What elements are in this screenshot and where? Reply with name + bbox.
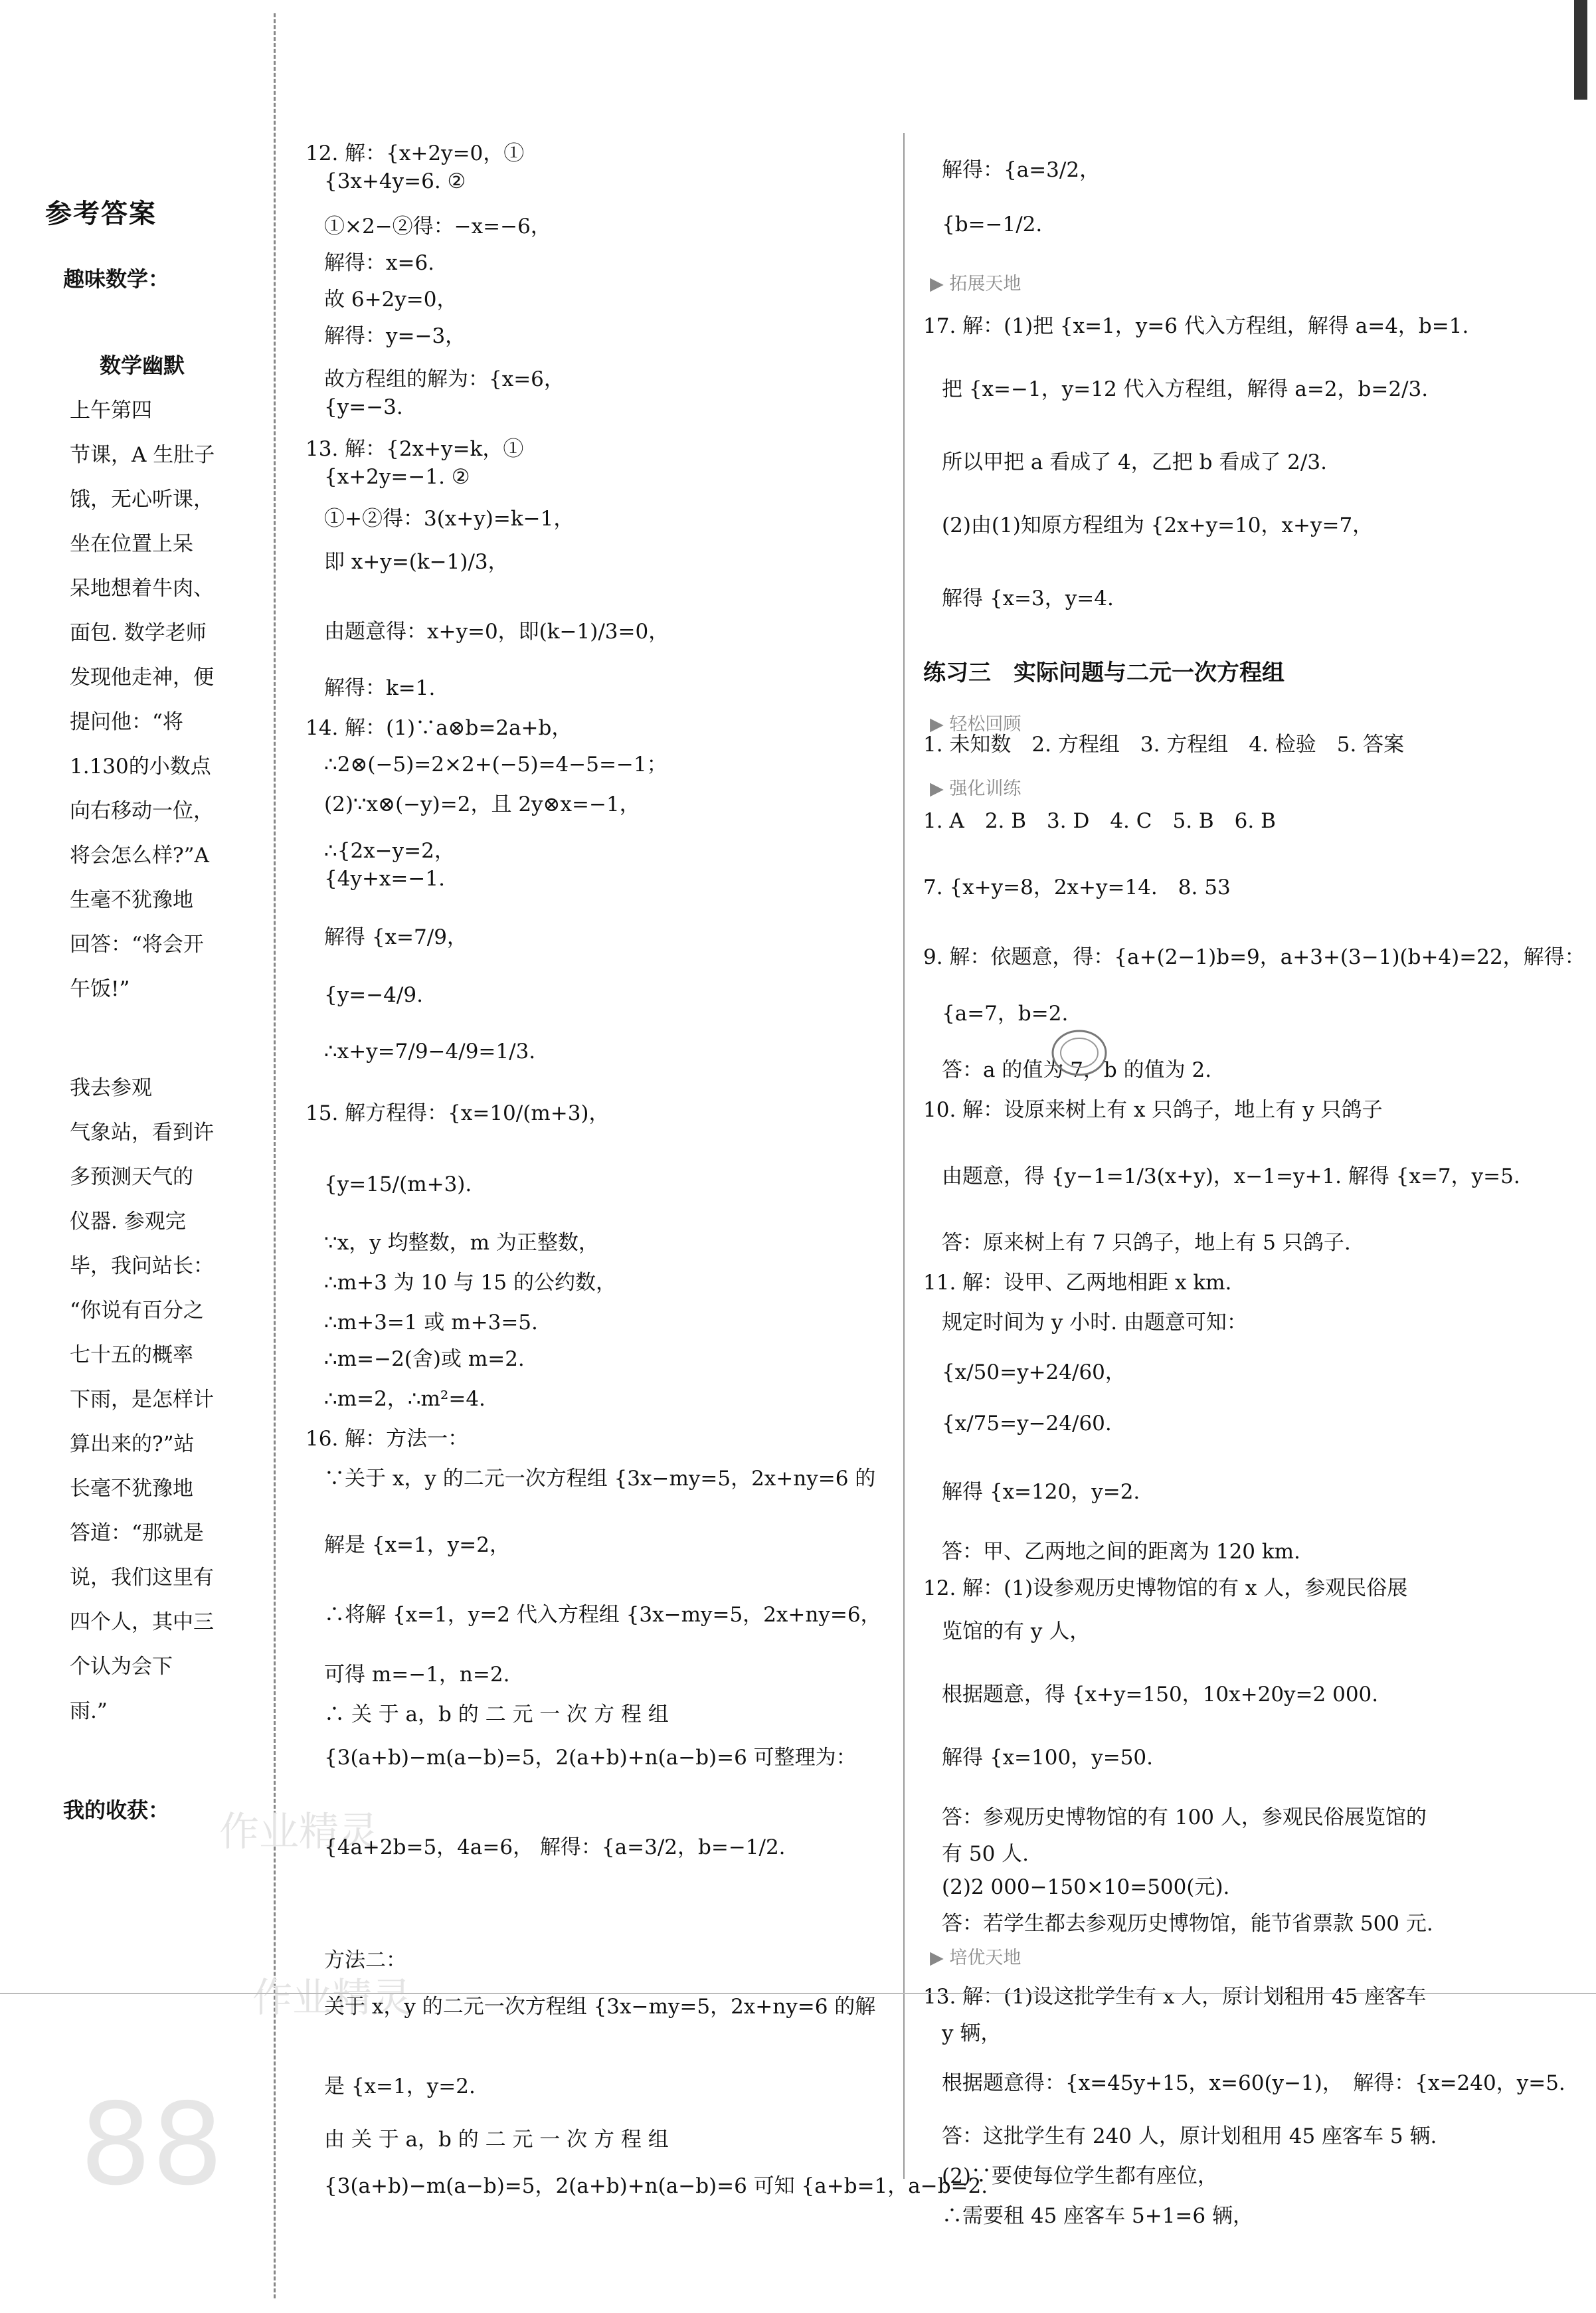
answer-line: {y=−4/9.	[324, 983, 423, 1007]
answer-line: {a=7，b=2.	[942, 1002, 1069, 1026]
joke-line: 提问他：“将	[70, 710, 183, 734]
joke-line: 多预测天气的	[70, 1165, 193, 1189]
answer-line: ∴x+y=7/9−4/9=1/3.	[324, 1040, 536, 1064]
joke-text-2	[70, 1066, 242, 1734]
answer-line: 15. 解方程得：{x=10/(m+3)，	[306, 1101, 610, 1125]
joke-text-1	[70, 389, 242, 1012]
joke-line: 上午第四	[70, 399, 152, 422]
answer-line: ∴m+3 为 10 与 15 的公约数，	[324, 1271, 616, 1295]
cut-line	[274, 13, 276, 2298]
answer-line: 12. 解：{x+2y=0，①	[306, 141, 525, 165]
answer-line: 即 x+y=(k−1)/3，	[324, 550, 509, 574]
joke-line: 算出来的?”站	[70, 1432, 195, 1456]
my-gains-label: 我的收获：	[63, 1798, 170, 1823]
watermark: 作业精灵	[252, 1975, 412, 2021]
joke-line: 生毫不犹豫地	[70, 888, 193, 912]
joke-line: 回答：“将会开	[70, 933, 204, 957]
answer-line: 关于 x，y 的二元一次方程组 {3x−my=5，2x+ny=6 的解	[324, 1995, 876, 2019]
answer-line: 16. 解：方法一：	[306, 1427, 469, 1451]
answer-line: 解是 {x=1，y=2，	[324, 1533, 510, 1557]
column-divider	[903, 133, 905, 2179]
answer-line: {b=−1/2.	[942, 213, 1043, 236]
answer-line: {4a+2b=5，4a=6， 解得：{a=3/2，b=−1/2.	[324, 1835, 786, 1859]
answer-line: 9. 解：依题意，得：{a+(2−1)b=9，a+3+(3−1)(b+4)=22，解得：	[923, 945, 1585, 969]
answer-line: ①×2−②得：−x=−6，	[324, 215, 551, 238]
joke-line: 下雨，是怎样计	[70, 1388, 214, 1412]
bottom-rule	[0, 1993, 1596, 1994]
answer-line: 有 50 人.	[942, 1842, 1029, 1866]
answer-line: 览馆的有 y 人，	[942, 1619, 1091, 1643]
answer-line: 解得 {x=7/9，	[324, 925, 468, 949]
joke-title: 数学幽默	[100, 353, 185, 378]
answer-line: {3(a+b)−m(a−b)=5，2(a+b)+n(a−b)=6 可整理为：	[324, 1746, 857, 1770]
answer-line: 解得：k=1.	[324, 676, 436, 700]
answer-line: ∴m=−2(舍)或 m=2.	[324, 1347, 525, 1371]
answer-line: {y=−3.	[324, 395, 403, 419]
joke-line: 发现他走神，便	[70, 666, 214, 690]
answer-line: 解得 {x=3，y=4.	[942, 587, 1114, 610]
answer-line: {x+2y=−1. ②	[324, 465, 470, 489]
answer-line: 答：若学生都去参观历史博物馆，能节省票款 500 元.	[942, 1912, 1433, 1936]
answer-line: 答：甲、乙两地之间的距离为 120 km.	[942, 1540, 1300, 1564]
joke-line: 个认为会下	[70, 1655, 173, 1679]
answer-line: 答：参观历史博物馆的有 100 人，参观民俗展览馆的	[942, 1805, 1427, 1829]
answer-line: {x/50=y+24/60，	[942, 1360, 1126, 1384]
section-tag: ▶ 培优天地	[930, 1948, 1021, 1968]
page-edge-mark	[1574, 0, 1587, 100]
answer-line: 解得：y=−3，	[324, 324, 466, 348]
answer-line: 可得 m=−1，n=2.	[324, 1663, 510, 1687]
answer-line: 故 6+2y=0，	[324, 288, 458, 312]
answer-line: ∴m+3=1 或 m+3=5.	[324, 1311, 538, 1335]
answer-line: 10. 解：设原来树上有 x 只鸽子，地上有 y 只鸽子	[923, 1098, 1383, 1122]
answer-line: 11. 解：设甲、乙两地相距 x km.	[923, 1271, 1232, 1295]
answer-line: {y=15/(m+3).	[324, 1172, 472, 1196]
stamp-logo	[1049, 1026, 1109, 1079]
answer-line: 12. 解：(1)设参观历史博物馆的有 x 人，参观民俗展	[923, 1576, 1408, 1600]
answer-line: 答：原来树上有 7 只鸽子，地上有 5 只鸽子.	[942, 1231, 1351, 1255]
answer-line: 根据题意，得 {x+y=150，10x+20y=2 000.	[942, 1683, 1379, 1707]
joke-line: 将会怎么样?”A	[70, 844, 209, 868]
section-title: 练习三 实际问题与二元一次方程组	[923, 660, 1285, 686]
answer-line: 7. {x+y=8，2x+y=14. 8. 53	[923, 876, 1231, 899]
answer-line: ∴ 关 于 a，b 的 二 元 一 次 方 程 组	[324, 1703, 669, 1726]
answer-line: {x/75=y−24/60.	[942, 1412, 1112, 1435]
answer-line: (2)∵要使每位学生都有座位，	[942, 2164, 1218, 2188]
joke-line: 面包. 数学老师	[70, 621, 207, 645]
answer-line: {3(a+b)−m(a−b)=5，2(a+b)+n(a−b)=6 可知 {a+b=1，a−b=2.	[324, 2174, 988, 2198]
joke-line: 我去参观	[70, 1076, 152, 1100]
joke-line: 呆地想着牛肉、	[70, 577, 214, 601]
answer-line: 规定时间为 y 小时. 由题意可知：	[942, 1311, 1247, 1335]
joke-line: 四个人，其中三	[70, 1610, 214, 1634]
answers-heading: 参考答案	[45, 199, 157, 229]
answer-line: 解得 {x=100，y=50.	[942, 1746, 1153, 1770]
answer-line: {3x+4y=6. ②	[324, 169, 466, 193]
answer-line: 由 关 于 a，b 的 二 元 一 次 方 程 组	[324, 2128, 669, 2152]
answer-line: y 辆，	[942, 2021, 1002, 2045]
answer-line: ∵关于 x，y 的二元一次方程组 {3x−my=5，2x+ny=6 的	[324, 1467, 876, 1491]
answer-line: 13. 解：{2x+y=k，①	[306, 437, 524, 461]
answer-line: 17. 解：(1)把 {x=1，y=6 代入方程组，解得 a=4，b=1.	[923, 314, 1469, 338]
answer-line: 故方程组的解为：{x=6，	[324, 367, 565, 391]
answer-line: ①+②得：3(x+y)=k−1，	[324, 507, 575, 531]
answer-line: 所以甲把 a 看成了 4，乙把 b 看成了 2/3.	[942, 450, 1327, 474]
fun-math-heading: 趣味数学：	[63, 266, 170, 292]
section-tag: ▶ 拓展天地	[930, 274, 1021, 294]
answer-line: ∴将解 {x=1，y=2 代入方程组 {3x−my=5，2x+ny=6，	[324, 1603, 881, 1627]
answer-line: {4y+x=−1.	[324, 867, 445, 891]
joke-line: 节课，A 生肚子	[70, 443, 215, 467]
answer-line: 答：这批学生有 240 人，原计划租用 45 座客车 5 辆.	[942, 2124, 1437, 2148]
answer-line: (2)由(1)知原方程组为 {2x+y=10，x+y=7，	[942, 513, 1374, 537]
answer-line: ∴2⊗(−5)=2×2+(−5)=4−5=−1；	[324, 753, 667, 777]
answer-line: 根据题意得：{x=45y+15，x=60(y−1)， 解得：{x=240，y=5.	[942, 2071, 1565, 2095]
joke-line: 长毫不犹豫地	[70, 1477, 193, 1501]
answer-line: 把 {x=−1，y=12 代入方程组，解得 a=2，b=2/3.	[942, 377, 1429, 401]
answer-line: 答：a 的值为 7，b 的值为 2.	[942, 1058, 1212, 1082]
joke-line: 雨.”	[70, 1699, 108, 1723]
answer-line: 14. 解：(1)∵a⊗b=2a+b，	[306, 716, 573, 740]
joke-line: 向右移动一位，	[70, 799, 214, 823]
answer-line: 由题意，得 {y−1=1/3(x+y)，x−1=y+1. 解得 {x=7，y=5.	[942, 1164, 1520, 1188]
answer-line: ∵x，y 均整数，m 为正整数，	[324, 1231, 599, 1255]
answer-line: 由题意得：x+y=0，即(k−1)/3=0，	[324, 620, 669, 644]
answer-line: 解得：{a=3/2，	[942, 158, 1101, 182]
answer-line: 方法二：	[324, 1948, 406, 1972]
answer-line: 1. A 2. B 3. D 4. C 5. B 6. B	[923, 809, 1276, 833]
answer-line: 1. 未知数 2. 方程组 3. 方程组 4. 检验 5. 答案	[923, 733, 1405, 757]
page-number: 88	[80, 2079, 224, 2211]
joke-line: 七十五的概率	[70, 1343, 193, 1367]
joke-line: 毕，我问站长：	[70, 1254, 214, 1278]
answer-line: ∴需要租 45 座客车 5+1=6 辆，	[942, 2204, 1253, 2228]
answer-line: 解得 {x=120，y=2.	[942, 1480, 1140, 1504]
joke-line: 气象站，看到许	[70, 1121, 214, 1145]
joke-line: “你说有百分之	[70, 1299, 204, 1323]
answer-line: (2)2 000−150×10=500(元).	[942, 1875, 1230, 1899]
answer-line: 是 {x=1，y=2.	[324, 2075, 476, 2098]
joke-line: 仪器. 参观完	[70, 1210, 186, 1234]
joke-line: 说，我们这里有	[70, 1566, 214, 1590]
section-tag: ▶ 轻松回顾	[930, 714, 1021, 735]
joke-line: 午饭!”	[70, 977, 130, 1001]
answer-line: ∴m=2，∴m²=4.	[324, 1387, 486, 1411]
answer-line: ∴{2x−y=2，	[324, 839, 455, 863]
joke-line: 1.130的小数点	[70, 755, 211, 779]
joke-line: 饿，无心听课，	[70, 488, 214, 511]
joke-line: 答道：“那就是	[70, 1521, 204, 1545]
joke-line: 坐在位置上呆	[70, 532, 193, 556]
answer-line: (2)∵x⊗(−y)=2，且 2y⊗x=−1，	[324, 792, 640, 816]
answer-line: 13. 解：(1)设这批学生有 x 人，原计划租用 45 座客车	[923, 1985, 1427, 2009]
sidebar	[0, 0, 272, 2313]
answer-line: 解得：x=6.	[324, 251, 435, 275]
section-tag: ▶ 强化训练	[930, 779, 1021, 799]
watermark: 作业精灵	[219, 1809, 379, 1855]
